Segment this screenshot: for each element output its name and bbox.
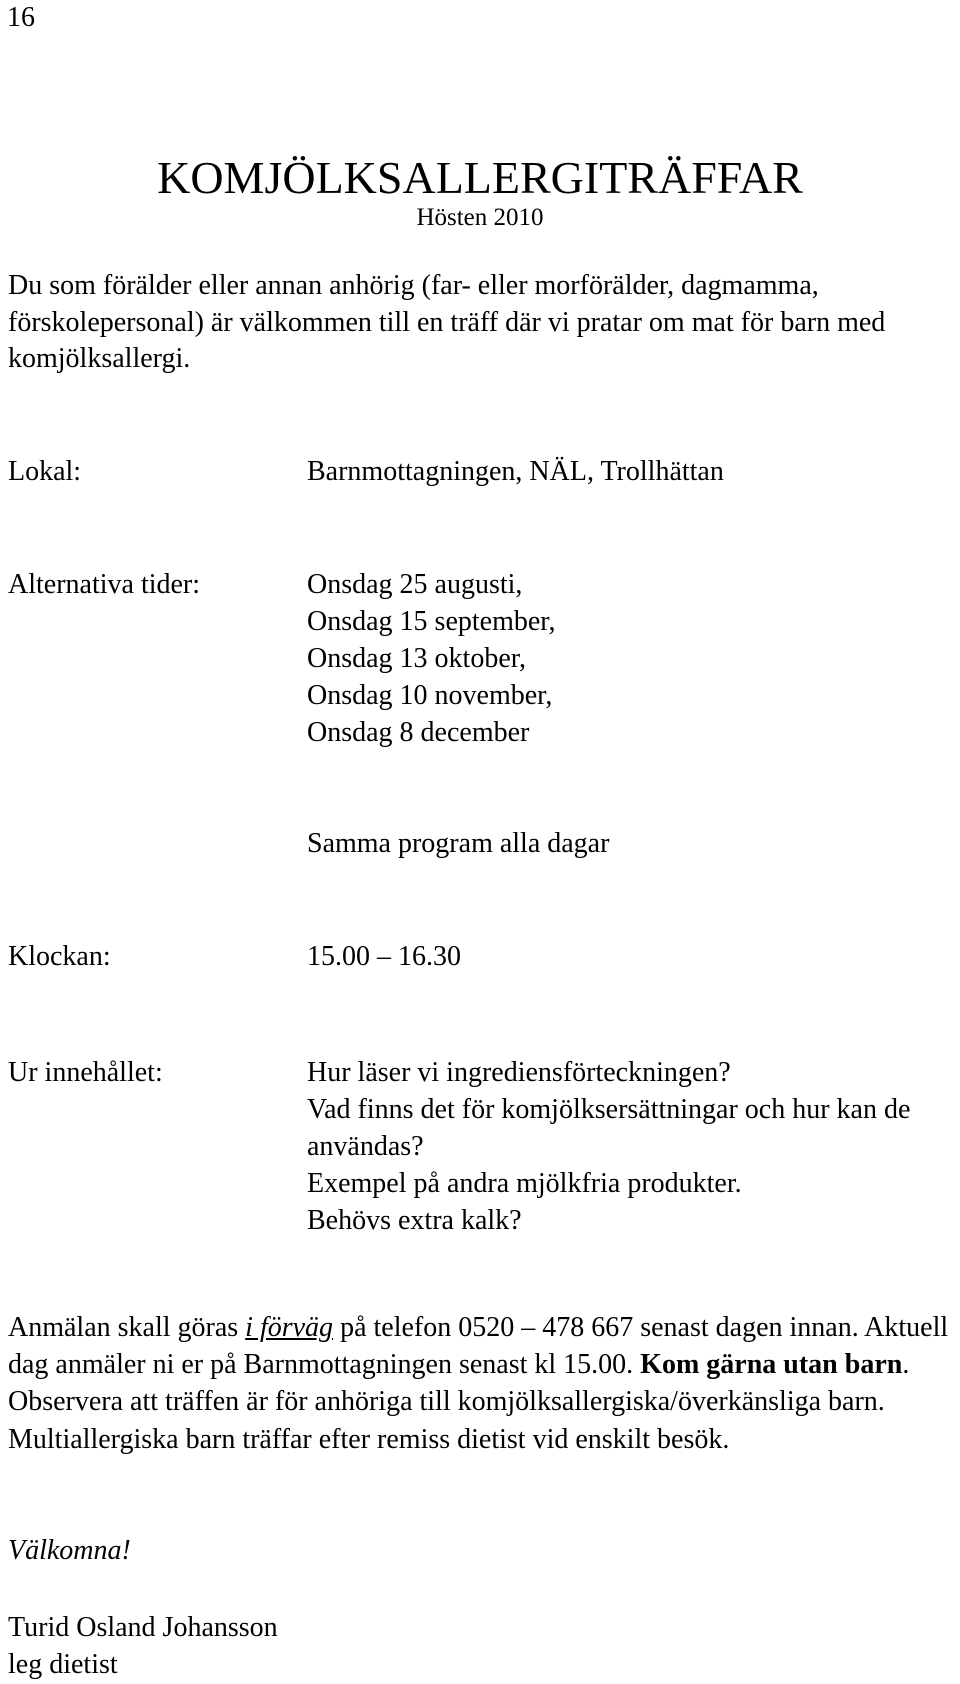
date-item: Onsdag 8 december [307,717,530,748]
signup-paragraph [8,1309,953,1458]
signature [8,1609,278,1683]
content-item: Vad finns det för komjölksersättningar och hur kan de användas? [307,1094,911,1162]
signup-text: Anmälan skall göras [8,1312,246,1343]
signature-role: leg dietist [8,1649,118,1680]
content-item: Hur läser vi ingrediensförteckningen? [307,1057,731,1088]
signature-name: Turid Osland Johansson [8,1612,278,1643]
content-item: Behövs extra kalk? [307,1205,522,1236]
content-label: Ur innehållet: [8,1057,163,1088]
page-number: 16 [7,2,35,33]
intro-paragraph: Du som förälder eller annan anhörig (far- eller morförälder, dagmamma, förskolepersonal) är välkommen till en träff där vi pratar om mat för barn med komjölksallergi. [8,270,886,374]
page-title: KOMJÖLKSALLERGITRÄFFAR [157,152,803,203]
date-item: Onsdag 15 september, [307,606,556,637]
signup-bold: Kom gärna utan barn [640,1349,903,1381]
program-note: Samma program alla dagar [307,828,610,859]
content-list [307,1054,932,1239]
venue-value: Barnmottagningen, NÄL, Trollhättan [307,456,724,487]
welcome-text: Välkomna! [8,1535,131,1566]
signup-text: på telefon 0520 – 478 667 senast dagen innan. Aktuell dag anmäler ni er på Barnmottagningen senast kl 15.00. [8,1312,949,1381]
date-item: Onsdag 25 augusti, [307,569,523,600]
clock-value: 15.00 – 16.30 [307,941,461,972]
date-item: Onsdag 10 november, [307,680,553,711]
clock-label: Klockan: [8,941,111,972]
venue-label: Lokal: [8,456,82,487]
signup-text: . Observera att träffen är för anhöriga till komjölksallergiska/överkänsliga barn. Multiallergiska barn träffar efter remiss dietist vid enskilt besök. [8,1349,910,1455]
content-item: Exempel på andra mjölkfria produkter. [307,1168,742,1199]
signup-emphasis: i förväg [245,1312,334,1343]
date-item: Onsdag 13 oktober, [307,643,526,674]
times-label: Alternativa tider: [8,569,201,600]
page-subtitle: Hösten 2010 [416,204,544,231]
